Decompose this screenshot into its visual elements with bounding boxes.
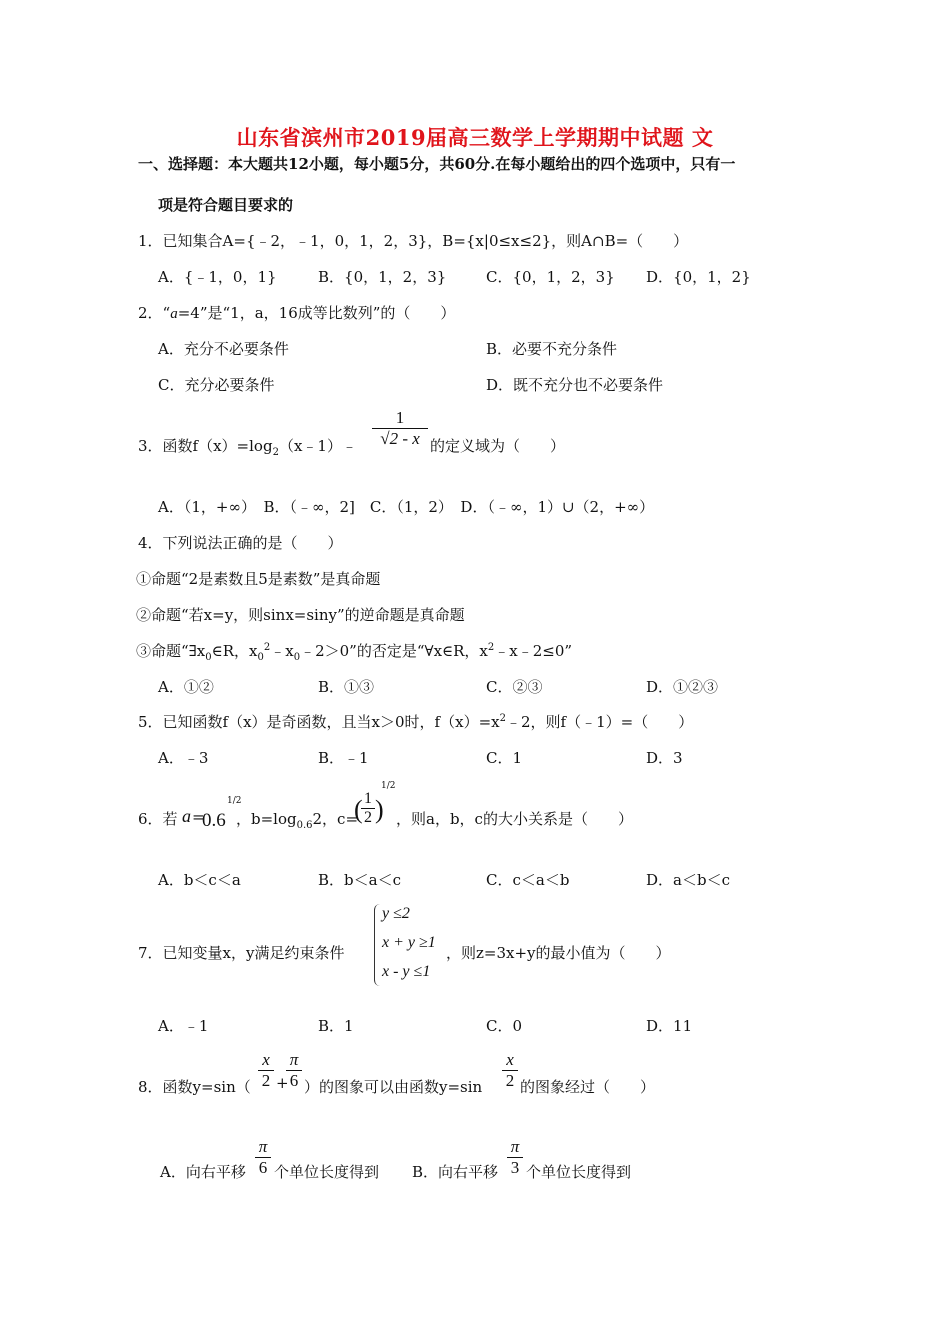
question-5-option-c: C．1: [486, 749, 523, 767]
question-6-frac-den: 2: [361, 808, 375, 827]
question-3-stem-mid: （x﹣1）﹣: [278, 437, 357, 455]
question-6-option-a: A．b＜c＜a: [158, 871, 241, 889]
q8-f3-den: 2: [502, 1070, 518, 1091]
question-1-option-a: A．{﹣1，0，1}: [158, 268, 277, 286]
q8-f2-den: 6: [286, 1070, 302, 1091]
question-8-stem-post: 的图象经过（ ）: [520, 1078, 656, 1096]
question-6-frac-num: 1: [364, 790, 372, 807]
question-6-option-c: C．c＜a＜b: [486, 871, 570, 889]
q8-f1-den: 2: [258, 1070, 274, 1091]
question-3-options: A．（1，+∞） B．（﹣∞，2] C．（1，2） D．（﹣∞，1）∪（2，+∞）: [158, 498, 655, 516]
question-4-option-b: B．①③: [318, 678, 375, 696]
question-3-log-base: 2: [272, 447, 279, 458]
question-1-option-c: C．{0，1，2，3}: [486, 268, 615, 286]
section-heading-line1: 一、选择题：本大题共12小题，每小题5分，共60分.在每小题给出的四个选项中，只有一: [138, 155, 736, 173]
s3-g: ﹣2＞0”的否定是“∀x∈R，x: [300, 642, 488, 660]
question-6-lparen: (: [354, 795, 363, 824]
q8-b-den: 3: [507, 1157, 523, 1178]
question-7-stem-post: ，则z=3x+y的最小值为（ ）: [446, 944, 671, 962]
question-6-option-d: D．a＜b＜c: [646, 871, 730, 889]
question-7-stem-pre: 7．已知变量x，y满足约束条件: [138, 944, 345, 962]
s3-i: ﹣x﹣2≤0”: [494, 642, 573, 660]
question-4-option-c: C．②③: [486, 678, 543, 696]
q8-f2-num: π: [289, 1050, 299, 1069]
question-2-stem-pre: 2．“: [138, 304, 171, 322]
question-1-option-d: D．{0，1，2}: [646, 268, 751, 286]
question-5-sup: 2: [499, 713, 506, 724]
question-7-constraint-1: y ≤2: [382, 905, 410, 922]
question-2-option-c: C．充分必要条件: [158, 376, 275, 394]
question-8-option-a-frac: [255, 1137, 271, 1178]
s3-e: ﹣x: [270, 642, 294, 660]
question-6-exp2: 1/2: [381, 781, 396, 791]
question-8-option-b-post: 个单位长度得到: [526, 1163, 632, 1181]
s3-b: ∈R，x: [211, 642, 258, 660]
page-title: 山东省滨州市2019届高三数学上学期期中试题 文: [236, 125, 714, 150]
s3-a: 0: [205, 652, 212, 663]
question-8-stem-mid: ）的图象可以由函数y=sin: [304, 1078, 483, 1096]
question-3-frac-den: 2 - x: [389, 429, 420, 448]
question-5-stem-pre: 5．已知函数f（x）是奇函数，且当x＞0时，f（x）=x: [138, 713, 500, 731]
section-heading-line2: 项是符合题目要求的: [158, 196, 294, 214]
question-8-option-b-frac: [507, 1137, 523, 1178]
question-4-statement-2: ②命题“若x=y，则sinx=siny”的逆命题是真命题: [136, 606, 465, 624]
question-6-mid-a: ，b=log: [236, 810, 297, 828]
question-8-option-a-post: 个单位长度得到: [274, 1163, 380, 1181]
question-4-statement-1: ①命题“2是素数且5是素数”是真命题: [136, 570, 381, 588]
question-8-stem-pre: 8．函数y=sin（: [138, 1078, 251, 1096]
question-6-stem-post: ，则a，b，c的大小关系是（ ）: [396, 810, 633, 828]
question-8-option-b-pre: B．向右平移: [412, 1163, 499, 1181]
question-4-stem: 4．下列说法正确的是（ ）: [138, 534, 343, 552]
question-7-option-b: B．1: [318, 1017, 354, 1035]
question-7-brace: [374, 904, 381, 986]
question-4-option-a: A．①②: [158, 678, 214, 696]
question-8-frac-2: [286, 1050, 302, 1091]
question-5-stem-post: ﹣2，则f（﹣1）=（ ）: [505, 713, 694, 731]
question-2-stem: [138, 302, 455, 323]
question-7-constraint-3: x - y ≤1: [382, 963, 431, 980]
question-6-var-a: a: [182, 806, 191, 826]
q8-a-num: π: [258, 1137, 268, 1156]
s3-f: 0: [293, 652, 301, 663]
question-6-eq: =: [192, 808, 205, 826]
question-5-option-d: D．3: [646, 749, 683, 767]
question-4-option-d: D．①②③: [646, 678, 719, 696]
question-7-constraint-2: x + y ≥1: [382, 934, 436, 951]
question-6-log-base: 0.6: [296, 820, 313, 831]
question-6-base: 0.6: [202, 810, 226, 831]
question-6-mid-b: 2，c=: [312, 810, 359, 828]
question-6-fraction: [361, 790, 375, 827]
question-6-rparen: ): [375, 795, 384, 824]
question-6-stem-pre: 6．若: [138, 810, 178, 828]
q8-f1-num: x: [262, 1050, 270, 1069]
question-2-stem-post: =4”是“1，a，16成等比数列”的（ ）: [177, 304, 456, 322]
q8-a-den: 6: [255, 1157, 271, 1178]
s3-h: 2: [487, 642, 495, 653]
question-3-stem-pre: 3．函数f（x）=log: [138, 437, 273, 455]
s3-d: 2: [263, 642, 271, 653]
question-8-plus: +: [276, 1074, 289, 1092]
s3-c: 0: [257, 652, 264, 663]
question-3-stem-left: [138, 435, 357, 458]
question-7-option-d: D．11: [646, 1017, 693, 1035]
question-2-var: a: [170, 306, 178, 322]
question-8-frac-3: [502, 1050, 518, 1091]
question-6-exp1: 1/2: [227, 796, 242, 806]
question-6-mid: [236, 808, 358, 831]
question-6-option-b: B．b＜a＜c: [318, 871, 401, 889]
question-3-frac-num: 1: [395, 408, 405, 427]
question-7-option-c: C．0: [486, 1017, 523, 1035]
question-2-option-b: B．必要不充分条件: [486, 340, 618, 358]
question-8-frac-1: [258, 1050, 274, 1091]
question-5-option-a: A．﹣3: [158, 749, 209, 767]
question-5-stem: [138, 711, 693, 732]
question-3-stem-post: 的定义域为（ ）: [430, 437, 566, 455]
s3-pre: ③命题“∃x: [136, 642, 206, 660]
question-7-option-a: A．﹣1: [158, 1017, 209, 1035]
question-1-option-b: B．{0，1，2，3}: [318, 268, 447, 286]
question-3-fraction: [372, 408, 428, 449]
q8-b-num: π: [510, 1137, 520, 1156]
q8-f3-num: x: [506, 1050, 514, 1069]
question-4-statement-3: [136, 640, 572, 663]
question-2-option-d: D．既不充分也不必要条件: [486, 376, 664, 394]
question-8-option-a-pre: A．向右平移: [160, 1163, 246, 1181]
question-5-option-b: B．﹣1: [318, 749, 369, 767]
question-1-stem: 1．已知集合A={﹣2，﹣1，0，1，2，3}，B={x|0≤x≤2}，则A∩B=（ ）: [138, 232, 689, 250]
question-3-frac-den-wrap: √2 - x: [372, 428, 428, 449]
question-2-option-a: A．充分不必要条件: [158, 340, 289, 358]
